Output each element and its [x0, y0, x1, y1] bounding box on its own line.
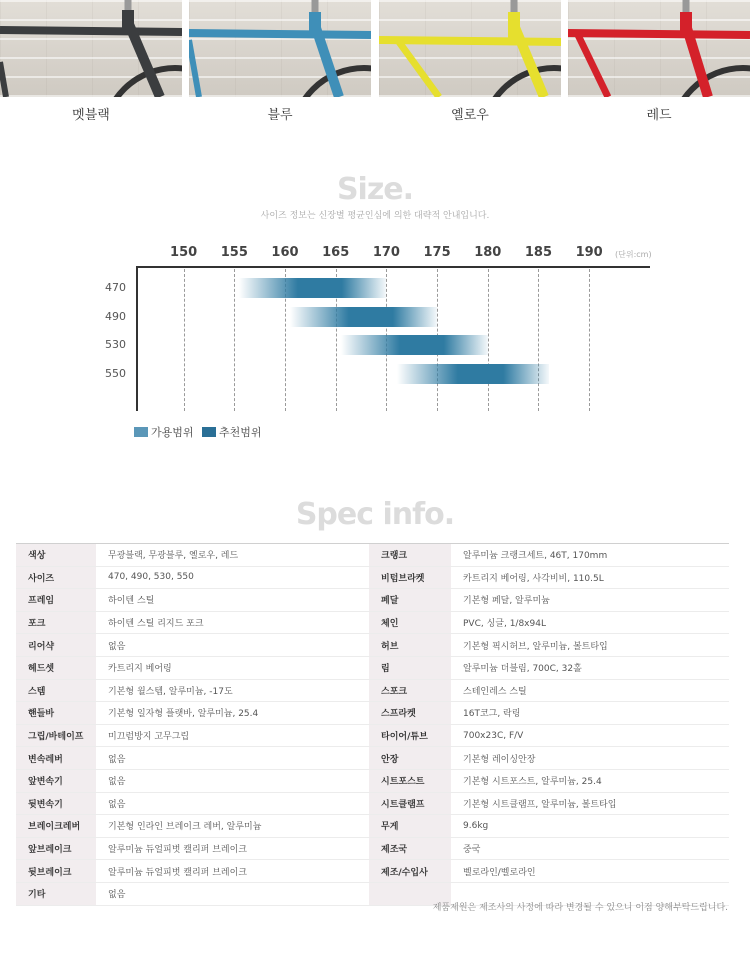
bike-photo-matte-black	[0, 0, 182, 97]
gridline	[538, 269, 539, 411]
spec-row	[16, 724, 729, 747]
legend-item-available	[134, 424, 194, 440]
spec-key: 앞브레이크	[16, 837, 96, 860]
spec-key: 제조/수입사	[369, 860, 451, 883]
gridline	[184, 269, 185, 411]
spec-key: 타이어/튜브	[369, 724, 451, 747]
spec-key: 허브	[369, 634, 451, 657]
spec-row	[16, 634, 729, 657]
x-tick-label: 185	[524, 245, 553, 260]
spec-key: 스템	[16, 679, 96, 702]
x-tick-label: 175	[423, 245, 451, 260]
size-title: Size.	[336, 172, 414, 207]
x-tick-label: 170	[372, 245, 400, 260]
spec-value: 카트리지 베어링, 사각비비, 110.5L	[451, 566, 729, 589]
spec-key: 페달	[369, 589, 451, 612]
color-options	[0, 0, 750, 130]
spec-key: 색상	[16, 544, 96, 567]
x-tick-label: 160	[271, 245, 299, 260]
spec-value: 카트리지 베어링	[96, 656, 369, 679]
spec-key: 프레임	[16, 589, 96, 612]
color-option-matte-black[interactable]	[0, 0, 182, 130]
spec-value: 기본형 시트포스트, 알루미늄, 25.4	[451, 769, 729, 792]
spec-value: 알루미늄 크랭크세트, 46T, 170mm	[451, 544, 729, 567]
spec-key: 변속레버	[16, 747, 96, 770]
spec-key: 앞변속기	[16, 769, 96, 792]
size-subtitle: 사이즈 정보는 신장별 평균인심에 의한 대략적 안내입니다.	[260, 211, 490, 221]
gridline	[589, 269, 590, 411]
spec-value: 벨로라인/벨로라인	[451, 860, 729, 883]
spec-value: 기본형 인라인 브레이크 레버, 알루미늄	[96, 815, 369, 838]
spec-row	[16, 837, 729, 860]
spec-row	[16, 747, 729, 770]
spec-row	[16, 815, 729, 838]
spec-key: 뒷브레이크	[16, 860, 96, 883]
spec-key: 핸들바	[16, 702, 96, 725]
size-range-bar-530	[341, 335, 488, 355]
x-axis	[136, 266, 650, 268]
y-tick-label: 530	[105, 338, 126, 351]
spec-value: 없음	[96, 769, 369, 792]
spec-row	[16, 544, 729, 567]
spec-key: 헤드셋	[16, 656, 96, 679]
spec-value: 미끄럼방지 고무그립	[96, 724, 369, 747]
spec-value: 스테인레스 스틸	[451, 679, 729, 702]
spec-title: Spec info.	[295, 497, 455, 532]
spec-key: 뒷변속기	[16, 792, 96, 815]
spec-key: 리어샥	[16, 634, 96, 657]
spec-value: 없음	[96, 882, 369, 905]
spec-row	[16, 589, 729, 612]
spec-value: 무광블랙, 무광블루, 옐로우, 레드	[96, 544, 369, 567]
spec-row	[16, 702, 729, 725]
spec-row	[16, 566, 729, 589]
spec-value: 알루미늄 더블림, 700C, 32홀	[451, 656, 729, 679]
bike-photo-yellow	[379, 0, 561, 97]
spec-key: 림	[369, 656, 451, 679]
spec-value: 중국	[451, 837, 729, 860]
color-label: 옐로우	[451, 108, 489, 123]
spec-value: 하이텐 스틸	[96, 589, 369, 612]
x-tick-label: 165	[322, 245, 350, 260]
spec-value: 기본형 윌스템, 알루미늄, -17도	[96, 679, 369, 702]
spec-value: 9.6kg	[451, 815, 729, 838]
spec-value: 기본형 페달, 알루미늄	[451, 589, 729, 612]
color-label: 멧블랙	[72, 108, 110, 123]
y-axis	[136, 266, 138, 411]
spec-value: 700x23C, F/V	[451, 724, 729, 747]
spec-table	[16, 543, 729, 906]
color-label: 레드	[646, 108, 672, 123]
x-tick-label: 180	[474, 245, 502, 260]
size-range-bar-470	[239, 278, 386, 298]
spec-key: 포크	[16, 611, 96, 634]
spec-note: 제품제원은 제조사의 사정에 따라 변경될 수 있으니 이점 양해부탁드립니다.	[432, 903, 728, 913]
color-option-blue[interactable]	[189, 0, 371, 130]
spec-value: 기본형 레이싱안장	[451, 747, 729, 770]
spec-key: 제조국	[369, 837, 451, 860]
unit-label: (단위:cm)	[615, 250, 652, 259]
spec-value: 기본형 일자형 플랫바, 알루미늄, 25.4	[96, 702, 369, 725]
bike-photo-red	[568, 0, 750, 97]
spec-key: 사이즈	[16, 566, 96, 589]
x-tick-label: 150	[170, 245, 198, 260]
legend-swatch	[202, 427, 216, 437]
spec-key: 스포크	[369, 679, 451, 702]
spec-row	[16, 679, 729, 702]
spec-value: 없음	[96, 634, 369, 657]
gridline	[488, 269, 489, 411]
size-range-bar-490	[290, 307, 437, 327]
spec-key: 무게	[369, 815, 451, 838]
spec-row	[16, 769, 729, 792]
spec-key: 크랭크	[369, 544, 451, 567]
spec-row	[16, 860, 729, 883]
spec-row	[16, 656, 729, 679]
spec-value: PVC, 싱글, 1/8x94L	[451, 611, 729, 634]
spec-key: 시트포스트	[369, 769, 451, 792]
spec-value: 알루미늄 듀얼피벗 캘리퍼 브레이크	[96, 837, 369, 860]
spec-key: 시트클램프	[369, 792, 451, 815]
color-label: 블루	[267, 108, 293, 123]
spec-value: 기본형 픽시허브, 알루미늄, 볼트타입	[451, 634, 729, 657]
color-option-yellow[interactable]	[379, 0, 561, 130]
spec-value: 없음	[96, 747, 369, 770]
spec-key: 체인	[369, 611, 451, 634]
x-tick-label: 155	[220, 245, 248, 260]
legend-label: 추천범위	[219, 426, 262, 439]
size-range-bar-550	[397, 364, 549, 384]
legend-item-recommended	[202, 424, 262, 440]
spec-value: 16T코그, 락링	[451, 702, 729, 725]
y-tick-label: 470	[105, 281, 126, 294]
legend-label: 가용범위	[151, 426, 194, 439]
spec-key: 브레이크레버	[16, 815, 96, 838]
y-tick-label: 490	[105, 309, 126, 323]
color-option-red[interactable]	[568, 0, 750, 130]
spec-key: 비텀브라켓	[369, 566, 451, 589]
spec-row	[16, 792, 729, 815]
size-chart	[0, 235, 750, 435]
spec-key: 그립/바테이프	[16, 724, 96, 747]
spec-value: 기본형 시트클램프, 알루미늄, 볼트타입	[451, 792, 729, 815]
bike-photo-blue	[189, 0, 371, 97]
spec-value: 하이텐 스틸 리지드 포크	[96, 611, 369, 634]
y-tick-label: 550	[105, 366, 126, 380]
spec-row	[16, 611, 729, 634]
spec-key: 안장	[369, 747, 451, 770]
legend-swatch	[134, 427, 148, 437]
spec-value: 470, 490, 530, 550	[96, 566, 369, 589]
x-tick-label: 190	[575, 245, 603, 260]
spec-key: 스프라켓	[369, 702, 451, 725]
spec-key: 기타	[16, 882, 96, 905]
gridline	[234, 269, 235, 411]
spec-value: 알루미늄 듀얼피벗 캘리퍼 브레이크	[96, 860, 369, 883]
spec-value: 없음	[96, 792, 369, 815]
